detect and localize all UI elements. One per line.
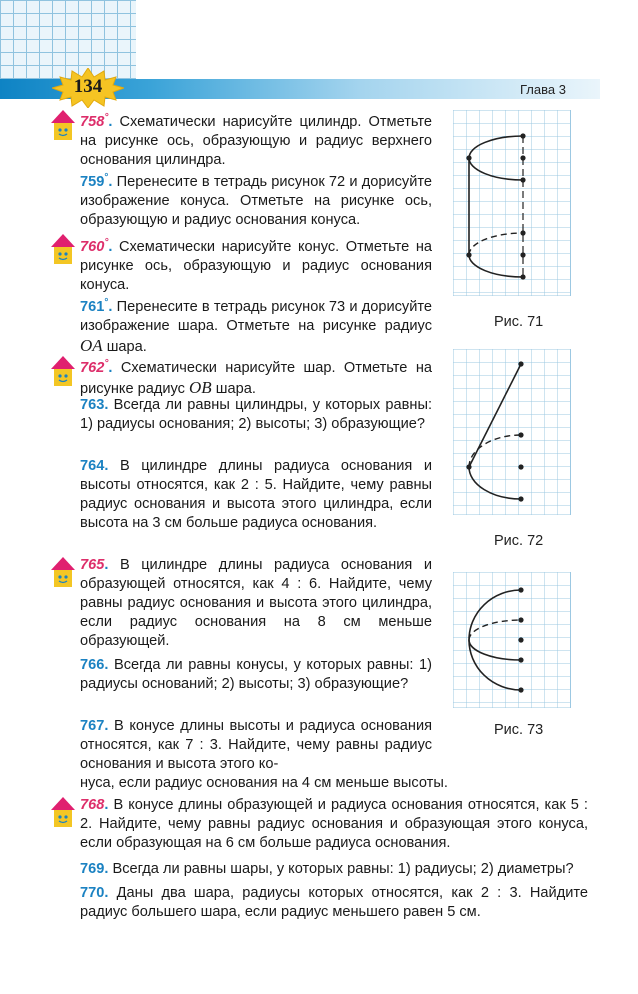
figure-73-caption: Рис. 73 <box>494 722 544 738</box>
chapter-label: Глава 3 <box>520 82 566 97</box>
house-icon <box>50 233 76 265</box>
problem-763: 763. Всегда ли равны цилиндры, у которых равны: 1) радиусы основания; 2) высоты; 3) образующие? <box>80 397 432 432</box>
problem-770: 770. Даны два шара, радиусы которых относятся, как 2 : 3. Найдите радиус большего шара, если радиус меньшего равен 5 см. <box>80 885 589 920</box>
problem-765: 765. В цилиндре длины радиуса основания и образующей относятся, как 4 : 6. Найдите, чему равны радиус основания и высота этого цилиндра, если радиус основания на 8 см меньше образующей. <box>80 557 432 649</box>
problem-761: 761°. Перенесите в тетрадь рисунок 73 и дорисуйте изображение шара. Отметьте на рисунке радиус OA шара. <box>80 297 432 355</box>
page-number-badge <box>52 68 124 108</box>
problem-762: 762°. Схематически нарисуйте шар. Отметьте на рисунке радиус OB шара. <box>80 358 432 397</box>
house-icon <box>50 796 76 828</box>
problem-764: 764. В цилиндре длины радиуса основания и высоты относятся, как 2 : 5. Найдите, чему равны радиус основания и высота этого цилиндра, если высота на 3 см больше радиуса основания. <box>80 458 432 531</box>
house-icon <box>50 109 76 141</box>
problem-768: 768. В конусе длины образующей и радиуса основания относятся, как 5 : 2. Найдите, чему равны радиус основания и образующая этого конуса, если образующая на 6 см больше радиуса основания. <box>80 797 588 851</box>
problem-769: 769. Всегда ли равны шары, у которых равны: 1) радиусы; 2) диаметры? <box>80 861 574 877</box>
problem-758: 758°. Схематически нарисуйте цилиндр. Отметьте на рисунке ось, образующую и радиус верхнего основания цилиндра. <box>80 112 432 168</box>
figure-71-caption: Рис. 71 <box>494 314 544 330</box>
problem-760: 760°. Схематически нарисуйте конус. Отметьте на рисунке ось, образующую и радиус основания конуса. <box>80 237 433 293</box>
figure-73-sphere <box>453 572 571 708</box>
problem-766: 766. Всегда ли равны конусы, у которых равны: 1) радиусы оснований; 2) высоты; 3) образующие? <box>80 657 432 692</box>
problem-767: 767. В конусе длины высоты и радиуса основания относятся, как 7 : 3. Найдите, чему равны радиус основания и высота этого ко- нуса, если радиус основания на 4 см меньше высоты. <box>80 718 448 791</box>
figure-72-caption: Рис. 72 <box>494 533 544 549</box>
figure-71-cylinder <box>453 110 571 296</box>
page-number: 134 <box>73 76 103 97</box>
figure-72-cone <box>453 349 571 515</box>
house-icon <box>50 355 76 387</box>
house-icon <box>50 556 76 588</box>
problem-759: 759°. Перенесите в тетрадь рисунок 72 и дорисуйте изображение конуса. Отметьте на рисунке ось, образующую и радиус основания конуса. <box>80 172 432 228</box>
